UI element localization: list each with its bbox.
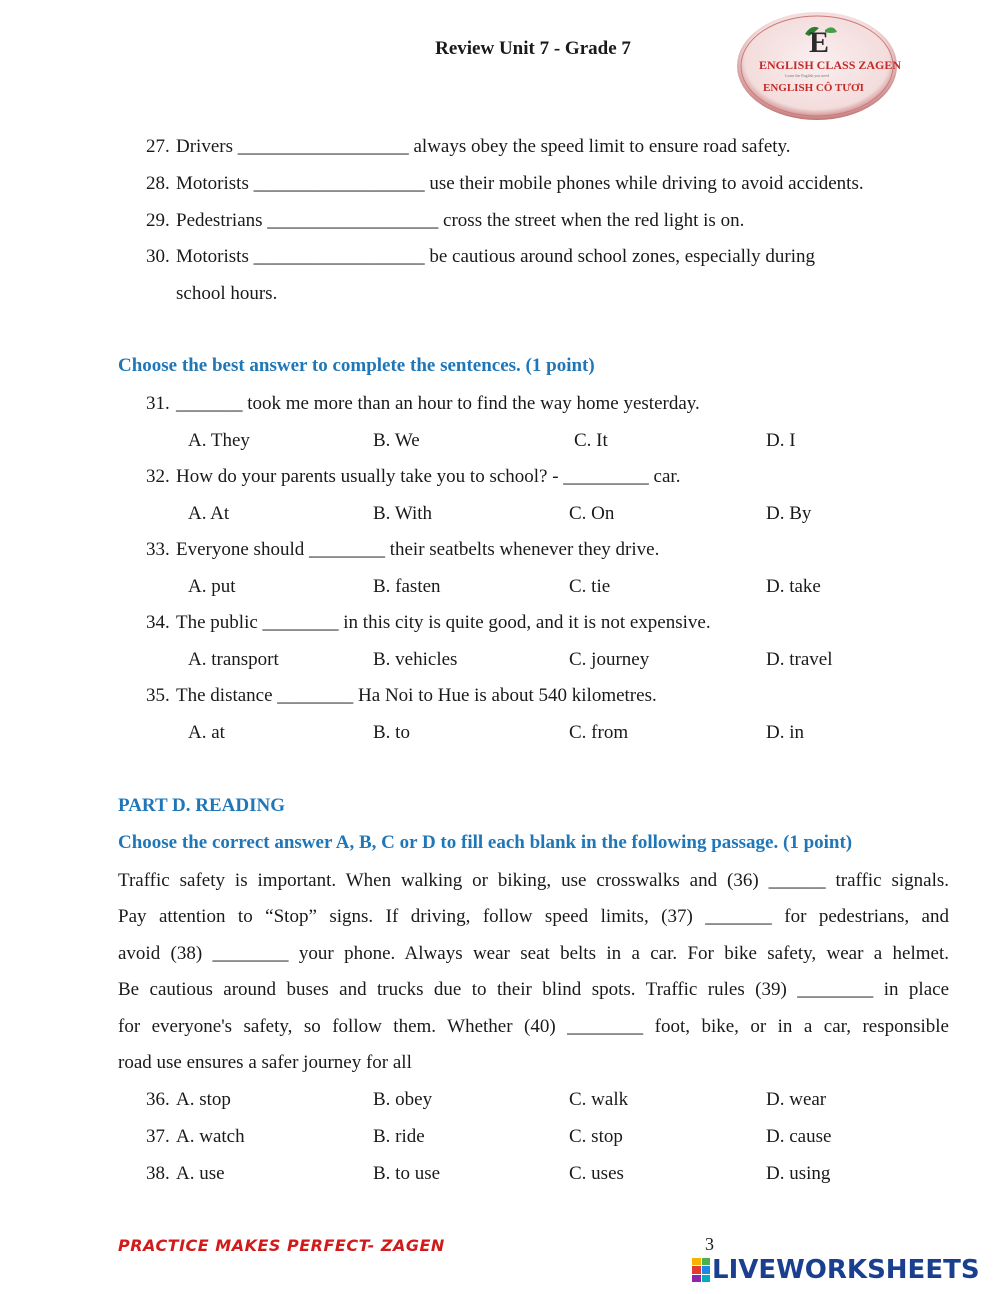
item-number: 27.	[146, 136, 170, 157]
item-text: Pedestrians __________________ cross the street when the red light is on.	[176, 210, 745, 231]
option-b[interactable]: B. vehicles	[373, 649, 458, 670]
option-b[interactable]: B. ride	[373, 1126, 425, 1147]
item-text: Motorists __________________ use their mobile phones while driving to avoid accidents.	[176, 173, 864, 194]
option-d[interactable]: D. take	[766, 576, 821, 597]
logo-letter: E	[809, 26, 830, 59]
option-d[interactable]: D. wear	[766, 1089, 827, 1110]
option-c[interactable]: C. It	[574, 430, 608, 451]
question-text: Everyone should ________ their seatbelts whenever they drive.	[176, 539, 660, 560]
item-number: 29.	[146, 210, 170, 231]
question-number: 38.	[146, 1163, 170, 1184]
footer-motto: PRACTICE MAKES PERFECT- ZAGEN	[118, 1236, 445, 1255]
option-d[interactable]: D. using	[766, 1163, 831, 1184]
section-heading: Choose the best answer to complete the sentences. (1 point)	[118, 355, 595, 376]
option-c[interactable]: C. journey	[569, 649, 650, 670]
question-number: 36.	[146, 1089, 170, 1110]
liveworksheets-brand[interactable]	[692, 1255, 980, 1285]
page-title: Review Unit 7 - Grade 7	[435, 38, 631, 59]
option-c[interactable]: C. walk	[569, 1089, 629, 1110]
option-a[interactable]: A. at	[188, 722, 225, 743]
option-b[interactable]: B. We	[373, 430, 420, 451]
option-a[interactable]: A. stop	[176, 1089, 231, 1110]
option-b[interactable]: B. to use	[373, 1163, 441, 1184]
page-number: 3	[705, 1234, 714, 1254]
option-c[interactable]: C. uses	[569, 1163, 624, 1184]
option-a[interactable]: A. transport	[188, 649, 279, 670]
option-b[interactable]: B. to	[373, 722, 410, 743]
part-d-heading: PART D. READING	[118, 795, 286, 816]
question-number: 34.	[146, 612, 170, 633]
item-number: 30.	[146, 246, 170, 267]
option-b[interactable]: B. With	[373, 503, 433, 524]
question-text: The distance ________ Ha Noi to Hue is about 540 kilometres.	[176, 685, 657, 706]
option-b[interactable]: B. fasten	[373, 576, 441, 597]
option-a[interactable]: A. watch	[176, 1126, 245, 1147]
option-d[interactable]: D. I	[766, 430, 796, 451]
passage-line: Be cautious around buses and trucks due to their blind spots. Traffic rules (39) ________ in place	[118, 979, 949, 1000]
question-number: 32.	[146, 466, 170, 487]
logo-line2: ENGLISH CÔ TƯƠI	[763, 82, 864, 94]
option-c[interactable]: C. from	[569, 722, 629, 743]
question-text: _______ took me more than an hour to find the way home yesterday.	[176, 393, 700, 414]
item-number: 28.	[146, 173, 170, 194]
option-a[interactable]: A. They	[188, 430, 250, 451]
passage-line: Traffic safety is important. When walking or biking, use crosswalks and (36) ______ traffic signals.	[118, 870, 949, 891]
option-b[interactable]: B. obey	[373, 1089, 433, 1110]
class-logo	[735, 10, 902, 122]
question-number: 35.	[146, 685, 170, 706]
option-c[interactable]: C. stop	[569, 1126, 623, 1147]
option-a[interactable]: A. At	[188, 503, 230, 524]
logo-line1: ENGLISH CLASS ZAGEN	[759, 58, 902, 72]
question-number: 37.	[146, 1126, 170, 1147]
option-d[interactable]: D. in	[766, 722, 804, 743]
option-d[interactable]: D. travel	[766, 649, 833, 670]
passage-line: Pay attention to “Stop” signs. If driving, follow speed limits, (37) _______ for pedestrians, and	[118, 906, 949, 927]
part-d-instruction: Choose the correct answer A, B, C or D to fill each blank in the following passage. (1 point)	[118, 832, 853, 853]
option-a[interactable]: A. put	[188, 576, 236, 597]
option-d[interactable]: D. By	[766, 503, 812, 524]
item-text-continued: school hours.	[176, 283, 278, 304]
question-number: 33.	[146, 539, 170, 560]
question-number: 31.	[146, 393, 170, 414]
option-a[interactable]: A. use	[176, 1163, 225, 1184]
option-c[interactable]: C. tie	[569, 576, 611, 597]
option-c[interactable]: C. On	[569, 503, 615, 524]
passage-line: avoid (38) ________ your phone. Always wear seat belts in a car. For bike safety, wear a helmet.	[118, 943, 949, 964]
liveworksheets-logo-icon	[692, 1258, 710, 1282]
option-d[interactable]: D. cause	[766, 1126, 832, 1147]
item-text: Motorists __________________ be cautious around school zones, especially during	[176, 246, 816, 267]
liveworksheets-text: LIVEWORKSHEETS	[712, 1255, 980, 1285]
item-text: Drivers __________________ always obey the speed limit to ensure road safety.	[176, 136, 791, 157]
passage-line: for everyone's safety, so follow them. Whether (40) ________ foot, bike, or in a car, responsible	[118, 1016, 949, 1037]
question-text: How do your parents usually take you to school? - _________ car.	[176, 466, 681, 487]
passage-line: road use ensures a safer journey for all	[118, 1052, 412, 1073]
logo-small-text: Learn the English you need	[785, 73, 829, 78]
question-text: The public ________ in this city is quite good, and it is not expensive.	[176, 612, 711, 633]
